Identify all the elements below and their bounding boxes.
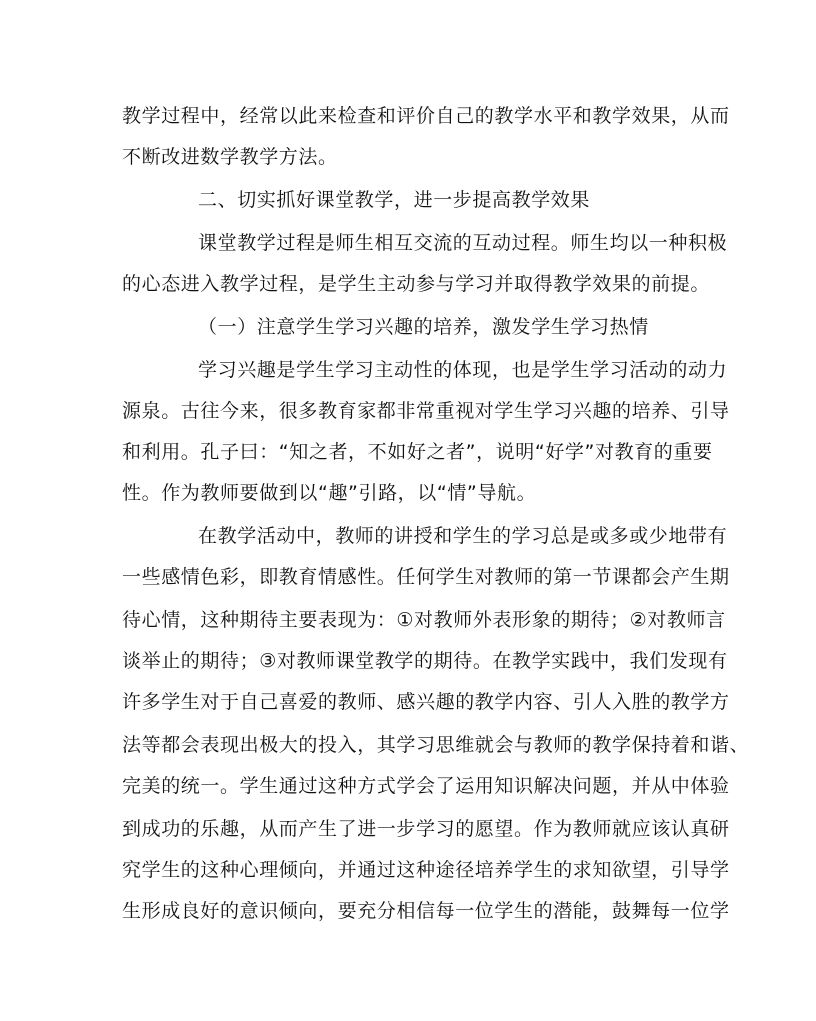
text-line: 学习兴趣是学生学习主动性的体现，也是学生学习活动的动力	[198, 359, 728, 381]
text-line: 法等都会表现出极大的投入，其学习思维就会与教师的教学保持着和谐、	[122, 734, 750, 756]
text-line: 不断改进数学教学方法。	[122, 146, 338, 168]
text-line: 课堂教学过程是师生相互交流的互动过程。师生均以一种积极	[198, 232, 728, 254]
text-line: 一些感情色彩，即教育情感性。任何学生对教师的第一节课都会产生期	[122, 566, 730, 588]
text-line: 究学生的这种心理倾向，并通过这种途径培养学生的求知欲望，引导学	[122, 859, 730, 881]
text-line: 的心态进入教学过程，是学生主动参与学习并取得教学效果的前提。	[122, 273, 711, 295]
section-heading: 二、切实抓好课堂教学，进一步提高教学效果	[198, 189, 591, 211]
subsection-heading: （一）注意学生学习兴趣的培养，激发学生学习热情	[198, 316, 649, 338]
text-line: 源泉。古往今来，很多教育家都非常重视对学生学习兴趣的培养、引导	[122, 400, 730, 422]
text-line: 和利用。孔子曰：“知之者，不如好之者”，说明“好学”对教育的重要	[122, 441, 713, 463]
text-line: 谈举止的期待；③对教师课堂教学的期待。在教学实践中，我们发现有	[122, 650, 728, 672]
text-line: 完美的统一。学生通过这种方式学会了运用知识解决问题，并从中体验	[122, 775, 730, 797]
text-line: 教学过程中，经常以此来检查和评价自己的教学水平和教学效果，从而	[122, 105, 730, 127]
text-line: 到成功的乐趣，从而产生了进一步学习的愿望。作为教师就应该认真研	[122, 818, 730, 840]
text-line: 性。作为教师要做到以“趣”引路，以“情”导航。	[122, 482, 537, 504]
text-line: 许多学生对于自己喜爱的教师、感兴趣的教学内容、引人入胜的教学方	[122, 691, 730, 713]
text-line: 生形成良好的意识倾向，要充分相信每一位学生的潜能，鼓舞每一位学	[122, 900, 730, 922]
text-line: 待心情，这种期待主要表现为：①对教师外表形象的期待；②对教师言	[122, 609, 726, 631]
text-line: 在教学活动中，教师的讲授和学生的学习总是或多或少地带有	[198, 525, 728, 547]
